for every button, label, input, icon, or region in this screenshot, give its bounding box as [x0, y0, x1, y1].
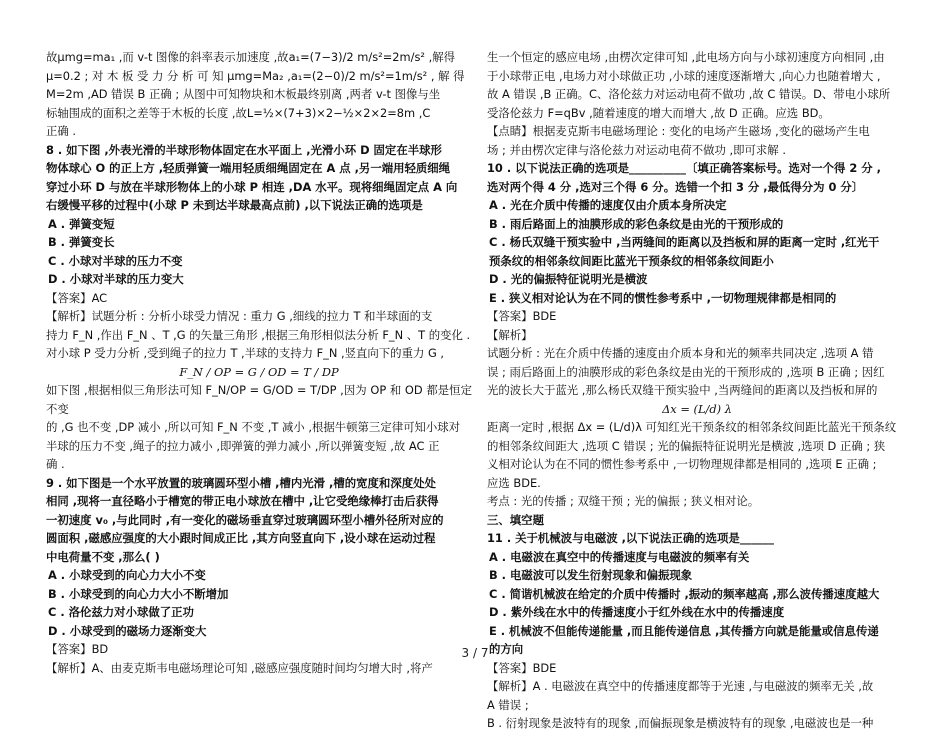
explanation-line: 如下图 ,根据相似三角形法可知 F_N/OP = G/OD = T/DP ,因为 OP 和 OD 都是恒定不变 — [46, 383, 472, 416]
text-line: M=2m ,AD 错误 B 正确 ; 从图中可知物块和木板最终别离 ,两者 v-t 图像与坐 — [46, 87, 441, 101]
question-11-stem: 11 . 关于机械波与电磁波 ,以下说法正确的选项是______ — [487, 531, 774, 545]
right-column — [487, 48, 907, 733]
explanation-line: A 错误 ; — [487, 697, 529, 712]
option-e: E . 狭义相对论认为在不同的惯性参考系中 ,一切物理规律都是相同的 — [489, 290, 837, 305]
explanation-line: B . 衍射现象是波特有的现象 ,而偏振现象是横波特有的现象 ,电磁波也是一种 — [487, 716, 874, 730]
option-b: B . 小球受到的向心力大小不断增加 — [48, 586, 229, 601]
question-9-stem: 圆面积 ,磁感应强度的大小跟时间成正比 ,其方向竖直向下 ,设小球在运动过程 — [46, 531, 436, 545]
explanation-line: 半球的压力不变 ,绳子的拉力减小 ,即弹簧的弹力减小 ,所以弹簧变短 ,故 AC 正 — [46, 438, 440, 453]
explanation-line: 【解析】A、由麦克斯韦电磁场理论可知 ,磁感应强度随时间均匀增大时 ,将产 — [46, 660, 433, 675]
answer-line: 【答案】BD — [46, 642, 109, 656]
exam-point: 考点 : 光的传播 ; 双缝干预 ; 光的偏振 ; 狭义相对论。 — [487, 494, 760, 508]
explanation-line: 确 . — [46, 457, 65, 471]
answer-line: 【答案】BDE — [487, 309, 557, 323]
explanation-line: 光的波长大于蓝光 ,那么杨氏双缝干预实验中 ,当两缝间的距离以及挡板和屏的 — [487, 383, 878, 397]
option-e: 的方向 — [489, 642, 524, 656]
option-c: C . 洛伦兹力对小球做了正功 — [48, 605, 194, 619]
explanation-label: 【解析】 — [487, 327, 533, 342]
option-a: A . 光在介质中传播的速度仅由介质本身所决定 — [489, 198, 727, 212]
equation: Δx = (L/d) λ — [662, 401, 732, 416]
option-d: D . 光的偏振特征说明光是横波 — [489, 272, 648, 286]
explanation-line: 误 ; 雨后路面上的油膜形成的彩色条纹是由光的干预形成的 ,选项 B 正确 ; 因红 — [487, 364, 885, 379]
text-line: 受洛伦兹力 F=qBv ,随着速度的增大而增大 ,故 D 正确。应选 BD。 — [487, 105, 830, 120]
option-c: C . 杨氏双缝干预实验中 ,当两缝间的距离以及挡板和屏的距离一定时 ,红光干 — [489, 235, 880, 249]
text-line: 标轴围成的面积之差等于木板的长度 ,故L=½×(7+3)×2−½×2×2=8m ,C — [46, 105, 431, 120]
option-a: A . 小球受到的向心力大小不变 — [48, 568, 206, 582]
option-d: D . 紫外线在水中的传播速度小于红外线在水中的传播速度 — [489, 605, 785, 619]
explanation-line: 试题分析 : 光在介质中传播的速度由介质本身和光的频率共同决定 ,选项 A 错 — [487, 346, 874, 360]
explanation-line: 的相邻条纹间距大 ,选项 C 错误 ; 光的偏振特征说明光是横波 ,选项 D 正确 ; 狭 — [487, 438, 886, 453]
question-10-stem: 选对两个得 4 分 ,选对三个得 6 分。选错一个扣 3 分 ,最低得分为 0 分〕 — [487, 179, 864, 194]
question-9-stem: 9 . 如下图是一个水平放置的玻璃圆环型小槽 ,槽内光滑 ,槽的宽度和深度处处 — [46, 475, 436, 490]
option-c: C . 简谐机械波在给定的介质中传播时 ,振动的频率越高 ,那么波传播速度越大 — [489, 586, 880, 601]
option-c: 预条纹的相邻条纹间距比蓝光干预条纹的相邻条纹间距小 — [489, 253, 774, 268]
answer-line: 【答案】AC — [46, 290, 108, 305]
question-8-stem: 8 . 如下图 ,外表光滑的半球形物体固定在水平面上 ,光滑小环 D 固定在半球形 — [46, 142, 442, 157]
question-8-stem: 穿过小环 D 与放在半球形物体上的小球 P 相连 ,DA 水平。现将细绳固定点 A 向 — [46, 179, 458, 194]
text-line: 场 ; 并由楞次定律与洛伦兹力对运动电荷不做功 ,即可求解 . — [487, 142, 786, 157]
explanation-line: 持力 F_N ,作出 F_N 、T ,G 的矢量三角形 ,根据三角形相似法分析 F_N 、T 的变化 . — [46, 327, 471, 342]
question-9-stem: 中电荷量不变 ,那么( ) — [46, 549, 160, 564]
text-line: 故μmg=ma₁ ,而 v-t 图像的斜率表示加速度 ,故a₁=(7−3)/2 m/s²=2m/s² ,解得 — [46, 50, 455, 64]
question-8-stem: 右缓慢平移的过程中(小球 P 未到达半球最高点前) ,以下说法正确的选项是 — [46, 198, 423, 212]
explanation-line: 义相对论认为在不同的惯性参考系中 ,一切物理规律都是相同的 ,选项 E 正确 ; — [487, 457, 877, 471]
explanation-line: 的 ,G 也不变 ,DP 减小 ,所以可知 F_N 不变 ,T 减小 ,根据牛顿第三定律可知小球对 — [46, 420, 461, 434]
left-column — [46, 48, 472, 677]
explanation-line: 距离一定时 ,根据 Δx = (L/d)λ 可知红光干预条纹的相邻条纹间距比蓝光干预条纹 — [487, 420, 897, 434]
explanation-line: 【解析】A . 电磁波在真空中的传播速度都等于光速 ,与电磁波的频率无关 ,故 — [487, 679, 874, 693]
option-a: A . 弹簧变短 — [48, 216, 115, 231]
option-c: C . 小球对半球的压力不变 — [48, 253, 183, 268]
option-e: E . 机械波不但能传递能量 ,而且能传递信息 ,其传播方向就是能量或信息传递 — [489, 623, 879, 638]
option-b: B . 雨后路面上的油膜形成的彩色条纹是由光的干预形成的 — [489, 216, 784, 231]
section-heading: 三、填空题 — [487, 512, 544, 527]
option-b: B . 电磁波可以发生衍射现象和偏振现象 — [489, 568, 693, 582]
option-a: A . 电磁波在真空中的传播速度与电磁波的频率有关 — [489, 549, 750, 564]
text-line: 故 A 错误 ,B 正确。C、洛伦兹力对运动电荷不做功 ,故 C 错误。D、带电小球所 — [487, 87, 891, 101]
text-line: 生一个恒定的感应电场 ,由楞次定律可知 ,此电场方向与小球初速度方向相同 ,由 — [487, 50, 885, 64]
equation: F_N / OP = G / OD = T / DP — [179, 364, 339, 379]
question-9-stem: 一初速度 v₀ ,与此同时 ,有一变化的磁场垂直穿过玻璃圆环型小槽外径所对应的 — [46, 512, 444, 527]
question-9-stem: 相同 ,现将一直径略小于槽宽的带正电小球放在槽中 ,让它受绝缘棒打击后获得 — [46, 494, 439, 508]
explanation-line: 对小球 P 受力分析 ,受到绳子的拉力 T ,半球的支持力 F_N ,竖直向下的重力 G , — [46, 346, 445, 360]
option-b: B . 弹簧变长 — [48, 235, 115, 249]
explanation-line: 【解析】试题分析 : 分析小球受力情况 : 重力 G ,细线的拉力 T 和半球面的支 — [46, 309, 433, 323]
text-line: 【点睛】根据麦克斯韦电磁场理论 : 变化的电场产生磁场 ,变化的磁场产生电 — [487, 124, 870, 138]
text-line: 正确 . — [46, 124, 77, 138]
page-number: 3 / 7 — [461, 646, 489, 660]
question-8-stem: 物体球心 O 的正上方 ,轻质弹簧一端用轻质细绳固定在 A 点 ,另一端用轻质细绳 — [46, 161, 451, 175]
explanation-line: 应选 BDE. — [487, 475, 541, 490]
text-line: μ=0.2 ; 对 木 板 受 力 分 析 可 知 μmg=Ma₂ ,a₁=(2−0)/2 m/s²=1m/s² , 解 得 — [46, 68, 465, 83]
question-10-stem: 10 . 以下说法正确的选项是__________〔填正确答案标号。选对一个得 2 分 , — [487, 161, 881, 175]
option-d: D . 小球对半球的压力变大 — [48, 272, 184, 286]
answer-line: 【答案】BDE — [487, 660, 557, 675]
option-d: D . 小球受到的磁场力逐渐变大 — [48, 623, 207, 638]
text-line: 于小球带正电 ,电场力对小球做正功 ,小球的速度逐渐增大 ,向心力也随着增大 , — [487, 68, 881, 83]
